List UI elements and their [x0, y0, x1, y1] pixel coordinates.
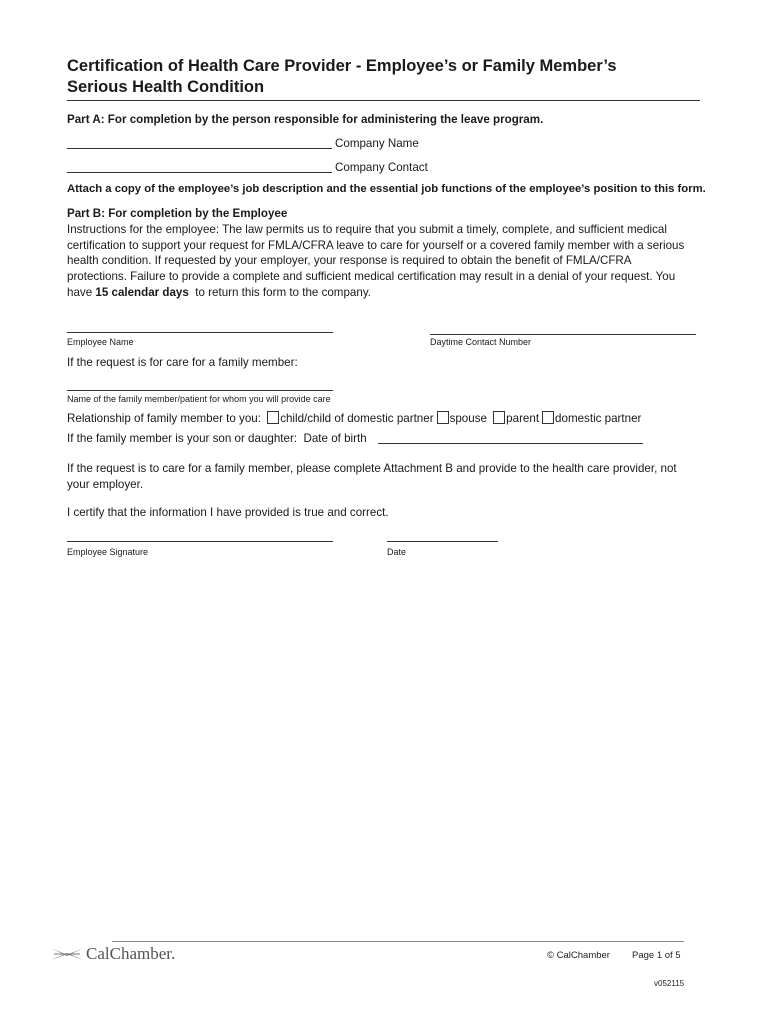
certify-statement: I certify that the information I have provided is true and correct.	[67, 506, 389, 519]
employee-name-field[interactable]	[67, 332, 333, 333]
parent-option-label: parent	[506, 412, 540, 425]
instructions-line: health condition. If requested by your employer, your response is required to obtain the benefit of FMLA/CFRA	[67, 254, 632, 268]
child-checkbox[interactable]	[267, 411, 279, 424]
parent-checkbox[interactable]	[493, 411, 505, 424]
relationship-label: Relationship of family member to you:	[67, 412, 265, 425]
instructions-line	[67, 285, 707, 301]
attachment-b-note	[67, 461, 707, 492]
attachment-note-line: your employer.	[67, 477, 144, 491]
family-member-name-field[interactable]	[67, 390, 333, 391]
page-number: Page 1 of 5	[632, 950, 681, 961]
instructions-line: protections. Failure to provide a complete and sufficient medical certification may result in a denial of your request. You	[67, 270, 676, 284]
employee-name-label: Employee Name	[67, 337, 134, 347]
employee-signature-label: Employee Signature	[67, 547, 149, 557]
instructions-line: Instructions for the employee: The law permits us to require that you submit a timely, complete, and sufficient medical	[67, 223, 667, 236]
dob-label: If the family member is your son or daughter: Date of birth	[67, 432, 370, 445]
spouse-option-label: spouse	[449, 412, 491, 425]
employee-instructions	[67, 222, 707, 301]
daytime-contact-label: Daytime Contact Number	[430, 337, 532, 347]
signature-date-label: Date	[387, 547, 407, 557]
family-member-name-label: Name of the family member/patient for whom you will provide care	[67, 394, 331, 404]
daytime-contact-field[interactable]	[430, 334, 696, 335]
version-code: v052115	[654, 979, 685, 988]
title-line-2: Serious Health Condition	[67, 78, 265, 96]
company-name-label: Company Name	[335, 137, 419, 150]
company-contact-label: Company Contact	[335, 161, 428, 174]
instructions-last-prefix: have	[67, 285, 96, 299]
title-line-1: Certification of Health Care Provider - Employee’s or Family Member’s	[67, 57, 617, 75]
logo-text: CalChamber.	[86, 944, 176, 963]
attachment-note-line: If the request is to care for a family member, please complete Attachment B and provide to the health care provider, not	[67, 462, 677, 475]
relationship-row	[67, 411, 641, 427]
copyright-text: © CalChamber	[547, 950, 610, 961]
company-name-field[interactable]	[67, 148, 332, 149]
spouse-checkbox[interactable]	[437, 411, 449, 424]
page-title	[67, 56, 617, 98]
calchamber-swoosh-icon	[50, 944, 84, 964]
company-contact-field[interactable]	[67, 172, 332, 173]
signature-date-field[interactable]	[387, 541, 498, 542]
instructions-last-suffix: to return this form to the company.	[188, 285, 371, 299]
title-divider	[67, 100, 700, 101]
instructions-line: certification to support your request for FMLA/CFRA leave to care for yourself or a covered family member with a serious	[67, 238, 685, 252]
calchamber-logo	[50, 944, 175, 964]
part-a-heading: Part A: For completion by the person responsible for administering the leave program.	[67, 113, 544, 126]
employee-signature-field[interactable]	[67, 541, 333, 542]
return-deadline: 15 calendar days	[95, 285, 189, 299]
dob-field[interactable]	[378, 443, 643, 444]
domestic-partner-checkbox[interactable]	[542, 411, 554, 424]
footer-divider	[112, 941, 684, 942]
family-member-question: If the request is for care for a family member:	[67, 356, 298, 369]
attach-job-description-note: Attach a copy of the employee’s job description and the essential job functions of the employee’s position to this form.	[67, 183, 706, 195]
part-b-heading: Part B: For completion by the Employee	[67, 207, 288, 220]
domestic-partner-option-label: domestic partner	[555, 412, 642, 425]
child-option-label: child/child of domestic partner	[280, 412, 434, 425]
